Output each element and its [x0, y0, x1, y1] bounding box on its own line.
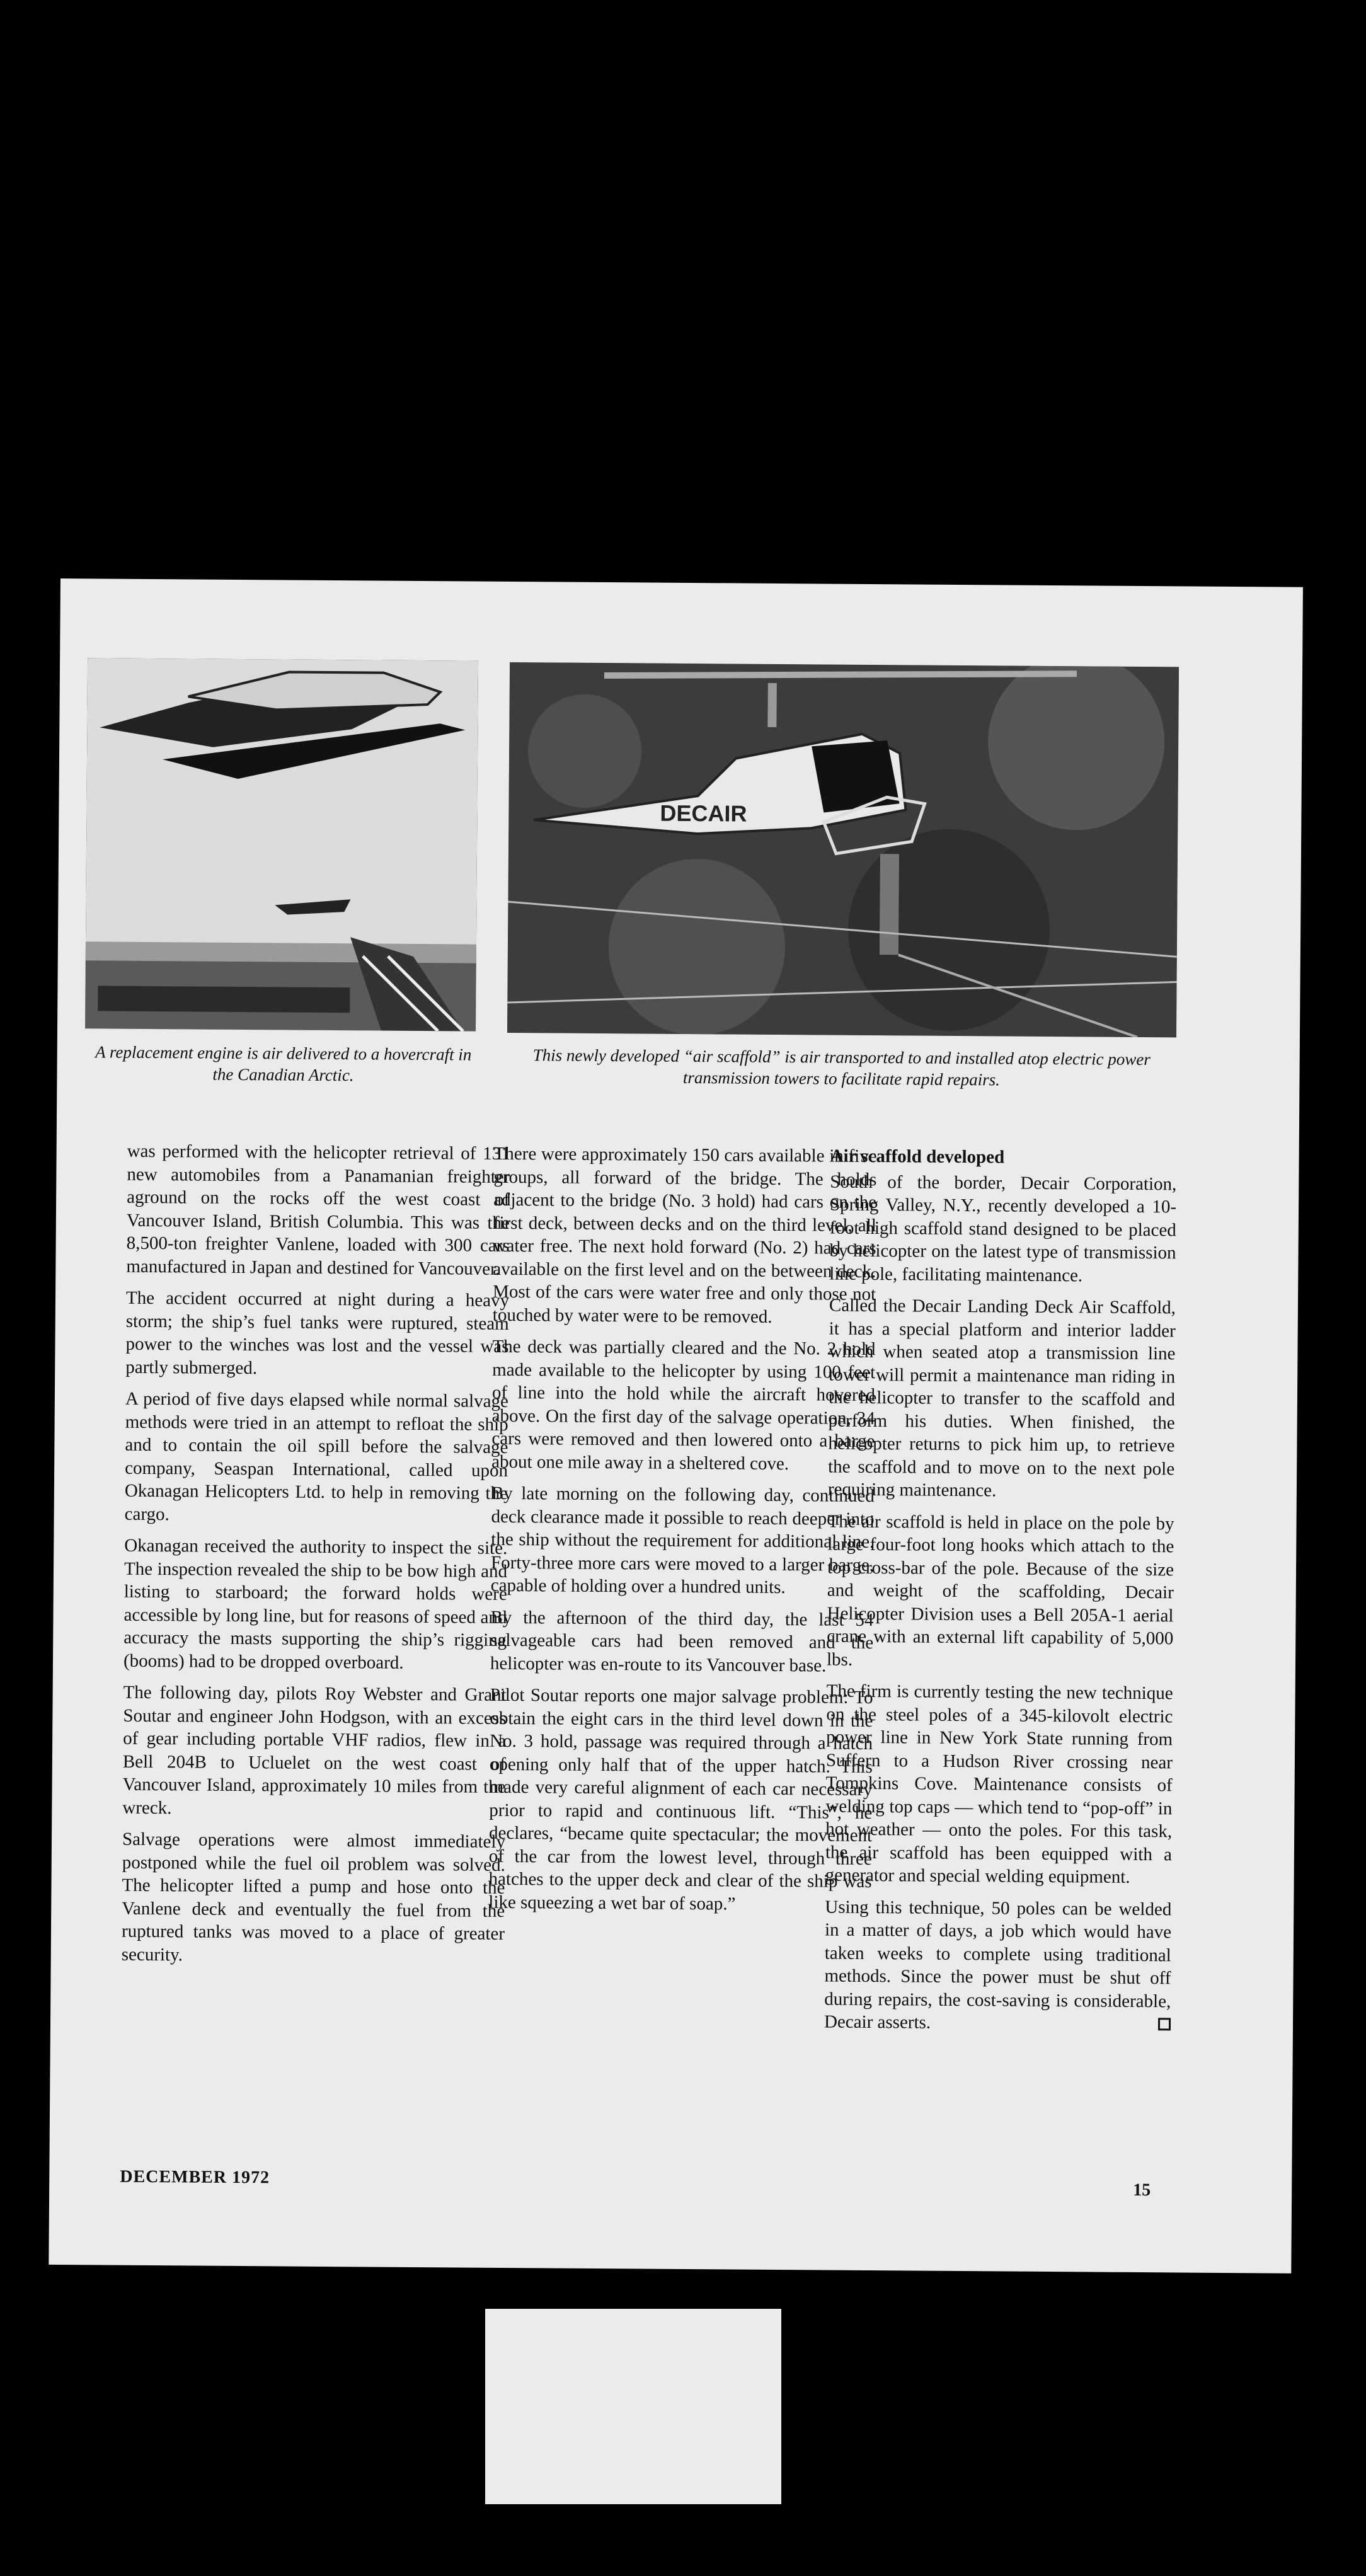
paragraph: South of the border, Decair Corporation, Spring Valley, N.Y., recently developed a 10-foot high scaffold stand designed to be placed by helicopter on the latest type of transmission line pole, facilitating maintenance. [829, 1171, 1177, 1285]
blank-card [485, 2309, 781, 2504]
paragraph: By the afternoon of the third day, the last 54 salvageable cars had been removed and the helicopter was en-route to its Vancouver base. [490, 1607, 874, 1676]
paragraph: Called the Decair Landing Deck Air Scaffold, it has a special platform and interior ladder which when seated atop a transmission line tower will permit a maintenance man riding in the helicopter to transfer to the scaffold and perform his duties. When finished, the helicopter returns to pick him up, to retrieve the scaffold and to move on to the next pole requiring maintenance. [827, 1295, 1176, 1501]
paragraph: Salvage operations were almost immediately postponed while the fuel oil problem was solved. The helicopter lifted a pump and hose onto the Vanlene deck and eventually the fuel from the ruptured tanks was moved to a place of greater security. [121, 1829, 506, 1965]
paragraph [824, 1895, 1172, 2036]
paragraph: The accident occurred at night during a heavy storm; the ship’s fuel tanks were ruptured, steam power to the winches was lost and the vessel was partly submerged. [125, 1287, 510, 1378]
paragraph: The deck was partially cleared and the No. 2 hold made available to the helicopter by using 100 feet of line into the hold while the aircraft hovered above. On the first day of the salvage operation, 34 cars were removed and then lowered onto a barge about one mile away in a sheltered cove. [491, 1336, 876, 1474]
text-column-1 [122, 1140, 510, 1977]
paragraph: was performed with the helicopter retrieval of 131 new automobiles from a Panamanian freighter aground on the rocks off the west coast of Vancouver Island, British Columbia. This was the 8,500-ton freighter Vanlene, loaded with 300 cars manufactured in Japan and destined for Vancouver. [126, 1141, 510, 1279]
issue-date: DECEMBER 1972 [120, 2166, 270, 2188]
section-heading: Air scaffold developed [830, 1146, 1005, 1168]
end-mark-icon [1158, 2018, 1171, 2030]
paragraph: A period of five days elapsed while normal salvage methods were tried in an attempt to refloat the ship and to contain the oil spill before the salvage company, Seaspan International, called upon Okanagan Helicopters Ltd. to help in removing the cargo. [124, 1388, 509, 1524]
page-number: 15 [1133, 2180, 1151, 2200]
paragraph: The following day, pilots Roy Webster and Grant Soutar and engineer John Hodgson, with an excess of gear including portable VHF radios, flew in a Bell 204B to Ucluelet on the west coast of Vancouver Island, approximately 10 miles from the wreck. [122, 1682, 507, 1818]
hovercraft-photo [85, 658, 478, 1031]
right-photo-caption: This newly developed “air scaffold” is air transported to and installed atop electric power transmission towers to facilitate rapid repairs. [532, 1045, 1151, 1090]
text-column-3 [824, 1145, 1177, 2045]
paragraph: There were approximately 150 cars available in five groups, all forward of the bridge. The holds adjacent to the bridge (No. 3 hold) had cars on the first deck, between decks and on the third level, all water free. The next hold forward (No. 2) had cars available on the first level and on the between deck. Most of the cars were water free and only those not touched by water were to be removed. [492, 1143, 877, 1327]
paragraph: By late morning on the following day, continued deck clearance made it possible to reach deeper into the ship without the requirement for additional line. Forty-three more cars were moved to a larger barge, capable of holding over a hundred units. [490, 1483, 875, 1598]
paragraph-text: Using this technique, 50 poles can be welded in a matter of days, a job which would have taken weeks to complete using traditional methods. Since the power must be shut off during repairs, the cost-saving is considerable, Decair asserts. [824, 1897, 1172, 2033]
text-column-2 [488, 1142, 877, 1925]
decair-logo: DECAIR [660, 800, 747, 827]
paragraph: Okanagan received the authority to inspect the site. The inspection revealed the ship to be bow high and listing to starboard; the forward holds were accessible by long line, but for reasons of speed and accuracy the masts supporting the ship’s rigging (booms) had to be dropped overboard. [123, 1535, 508, 1673]
paragraph: The air scaffold is held in place on the pole by large four-foot long hooks which attach to the top cross-bar of the pole. Because of the size and weight of the scaffolding, Decair Helicopter Division uses a Bell 205A-1 aerial crane with an external lift capability of 5,000 lbs. [826, 1511, 1174, 1670]
paragraph: The firm is currently testing the new technique on the steel poles of a 345-kilovolt electric power line in New York State running from Suffern to a Hudson River crossing near Tompkins Cove. Maintenance consists of welding top caps — which tend to “pop-off” in hot weather — onto the poles. For this task, the air scaffold has been equipped with a generator and special welding equipment. [825, 1681, 1173, 1887]
magazine-page [49, 578, 1303, 2274]
left-photo-caption: A replacement engine is air delivered to a hovercraft in the Canadian Arctic. [95, 1042, 472, 1085]
air-scaffold-photo [507, 662, 1179, 1037]
paragraph: Pilot Soutar reports one major salvage problem: To obtain the eight cars in the third level down in the No. 3 hold, passage was required through a hatch opening only half that of the upper hatch. This made very careful alignment of each car necessary prior to rapid and continuous lift. “This”, he declares, “became quite spectacular; the movement of the car from the lowest level, through three hatches to the upper deck and clear of the ship was like squeezing a wet bar of soap.” [488, 1684, 873, 1914]
